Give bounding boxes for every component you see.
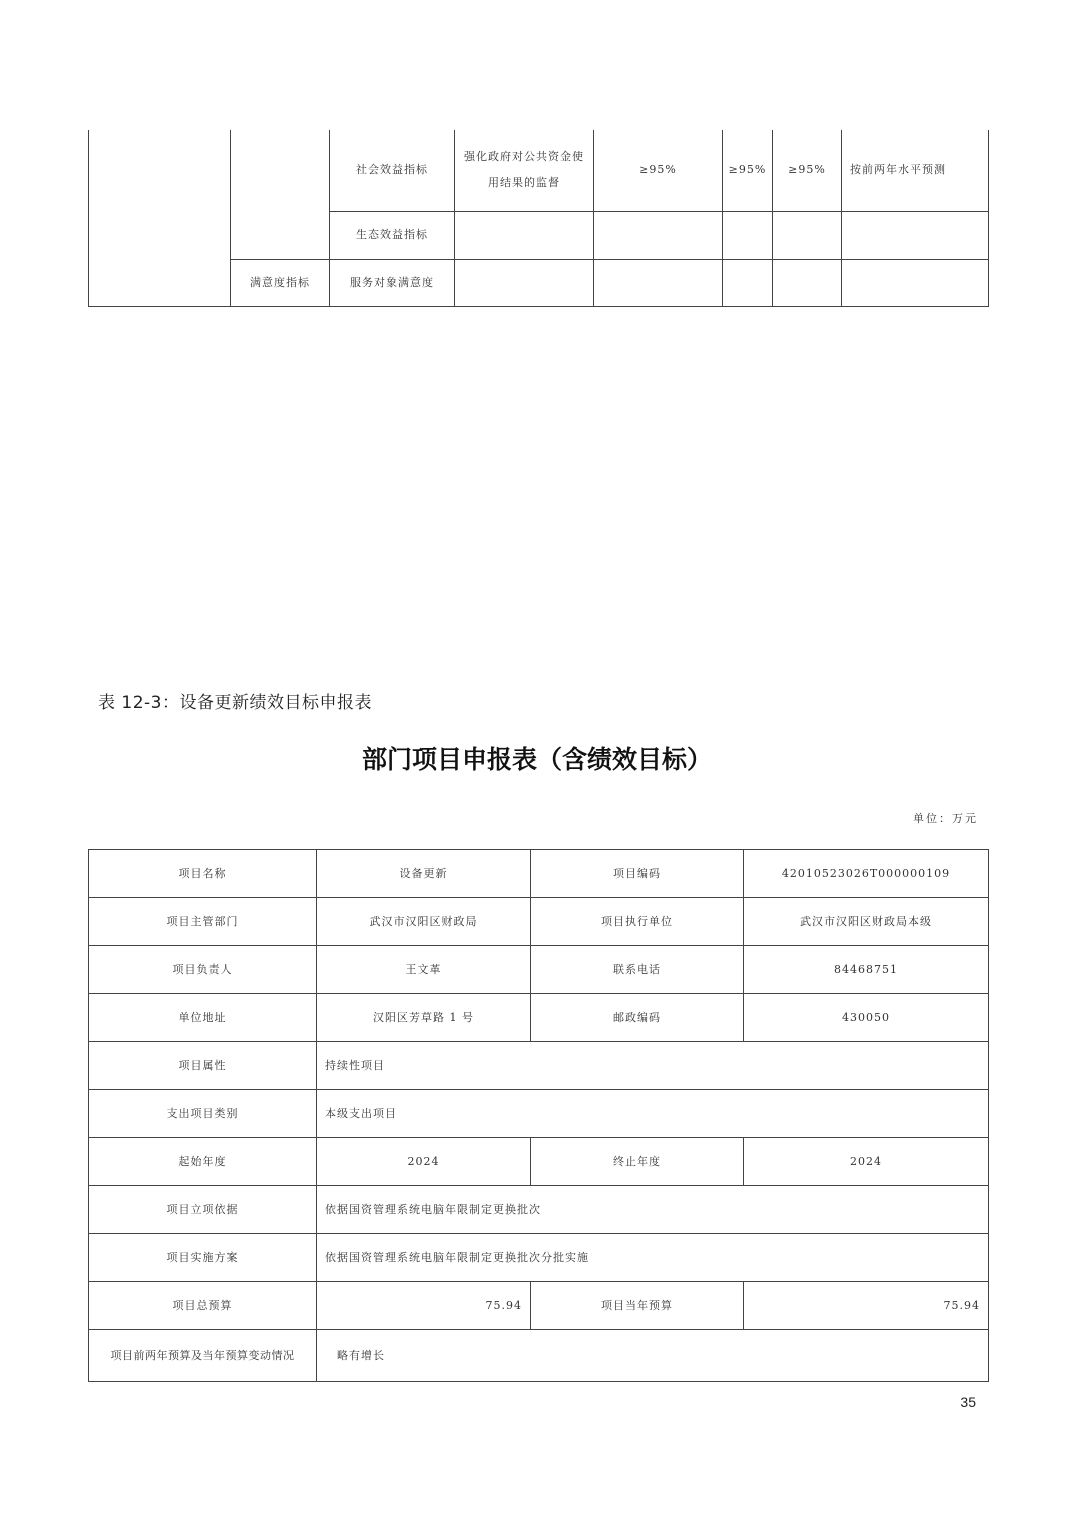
value-cell: ≥95% [773, 130, 842, 211]
field-label: 项目执行单位 [531, 898, 744, 946]
project-name-value: 设备更新 [317, 850, 531, 898]
table-row [89, 1138, 989, 1186]
indicator-cell: 满意度指标 [231, 259, 330, 306]
owner-value: 王文革 [317, 946, 531, 994]
table-cell [842, 211, 989, 259]
plan-value: 依据国资管理系统电脑年限制定更换批次分批实施 [317, 1234, 989, 1282]
table-cell [773, 211, 842, 259]
year-budget-value: 75.94 [744, 1282, 989, 1330]
table-row [89, 898, 989, 946]
start-year-value: 2024 [317, 1138, 531, 1186]
value-cell: ≥95% [723, 130, 773, 211]
end-year-value: 2024 [744, 1138, 989, 1186]
table-row [89, 994, 989, 1042]
table-row [89, 850, 989, 898]
table-caption: 表 12-3：设备更新绩效目标申报表 [98, 693, 372, 713]
field-label: 项目前两年预算及当年预算变动情况 [89, 1330, 317, 1382]
note-cell: 按前两年水平预测 [842, 130, 989, 211]
field-label: 终止年度 [531, 1138, 744, 1186]
page-title: 部门项目申报表（含绩效目标） [361, 745, 712, 774]
sub-indicator-cell: 社会效益指标 [330, 130, 455, 211]
sub-indicator-cell: 服务对象满意度 [330, 259, 455, 306]
table-cell [723, 259, 773, 306]
exec-unit-value: 武汉市汉阳区财政局本级 [744, 898, 989, 946]
table-cell [723, 211, 773, 259]
table-row [89, 946, 989, 994]
indicator-content-cell: 强化政府对公共资金使用结果的监督 [455, 130, 594, 211]
field-label: 项目属性 [89, 1042, 317, 1090]
table-row [89, 1282, 989, 1330]
phone-value: 84468751 [744, 946, 989, 994]
field-label: 项目负责人 [89, 946, 317, 994]
field-label: 邮政编码 [531, 994, 744, 1042]
category-value: 本级支出项目 [317, 1090, 989, 1138]
unit-label: 单位：万元 [913, 812, 978, 825]
page-number: 35 [960, 1394, 976, 1410]
table-cell [231, 130, 330, 259]
table-cell [455, 259, 594, 306]
field-label: 联系电话 [531, 946, 744, 994]
table-row [89, 1090, 989, 1138]
field-label: 项目总预算 [89, 1282, 317, 1330]
basis-value: 依据国资管理系统电脑年限制定更换批次 [317, 1186, 989, 1234]
field-label: 项目主管部门 [89, 898, 317, 946]
field-label: 项目名称 [89, 850, 317, 898]
performance-indicator-table [88, 130, 989, 307]
sub-indicator-cell: 生态效益指标 [330, 211, 455, 259]
table-cell [594, 259, 723, 306]
table-row [89, 130, 989, 211]
table-cell [594, 211, 723, 259]
field-label: 项目编码 [531, 850, 744, 898]
dept-value: 武汉市汉阳区财政局 [317, 898, 531, 946]
table-cell [842, 259, 989, 306]
table-row [89, 1234, 989, 1282]
table-cell [89, 130, 231, 306]
field-label: 支出项目类别 [89, 1090, 317, 1138]
project-form-table [88, 849, 989, 1382]
table-row [89, 1042, 989, 1090]
table-row [89, 1186, 989, 1234]
postcode-value: 430050 [744, 994, 989, 1042]
address-value: 汉阳区芳草路 1 号 [317, 994, 531, 1042]
target-value-cell: ≥95% [594, 130, 723, 211]
attr-value: 持续性项目 [317, 1042, 989, 1090]
table-cell [773, 259, 842, 306]
field-label: 项目实施方案 [89, 1234, 317, 1282]
total-budget-value: 75.94 [317, 1282, 531, 1330]
change-value: 略有增长 [317, 1330, 989, 1382]
field-label: 起始年度 [89, 1138, 317, 1186]
field-label: 项目立项依据 [89, 1186, 317, 1234]
field-label: 单位地址 [89, 994, 317, 1042]
field-label: 项目当年预算 [531, 1282, 744, 1330]
table-cell [455, 211, 594, 259]
table-row [89, 1330, 989, 1382]
project-code-value: 42010523026T000000109 [744, 850, 989, 898]
